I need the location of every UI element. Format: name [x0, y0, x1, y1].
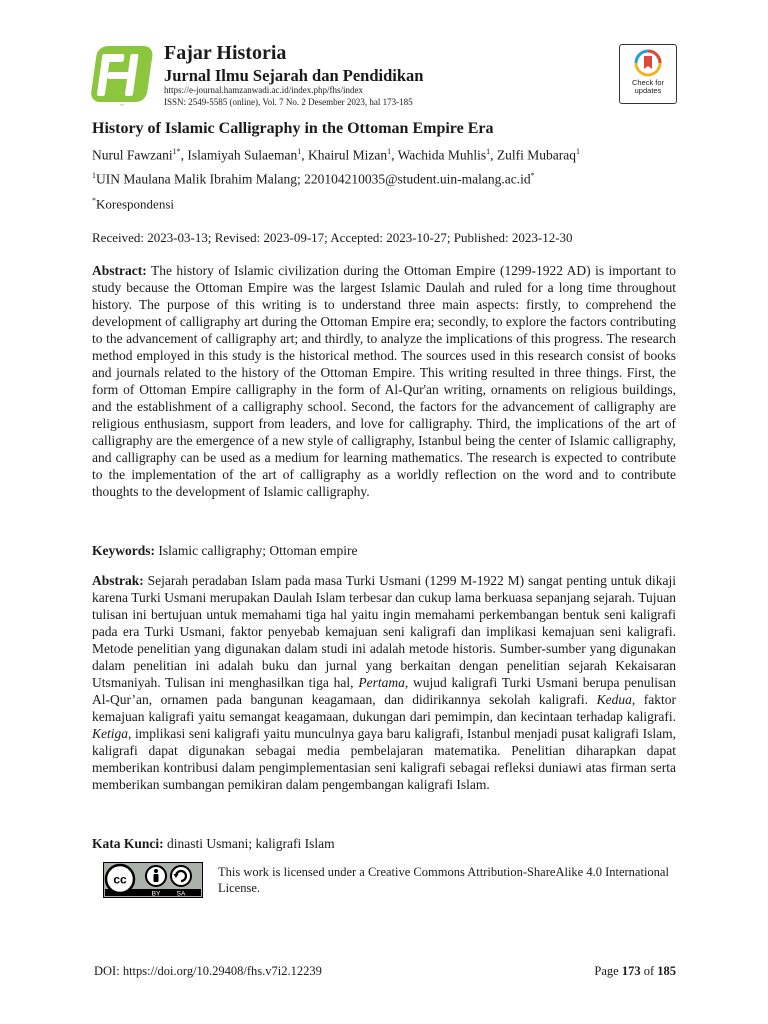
sa-label: SA [176, 890, 186, 898]
author-list: Nurul Fawzani$^{1*}$, Islamiyah Sulaeman$^1$, Khairul Mizan$^1$, Wachida Muhlis$^1$, Zulfi Mubaraq$^1$ [92, 147, 580, 163]
abstrak-emphasis-3: Ketiga [92, 726, 128, 741]
journal-name: Fajar Historia [164, 42, 287, 64]
keywords-text: Islamic calligraphy; Ottoman empire [158, 543, 358, 558]
abstrak-text-3: , faktor kemajuan kaligrafi yaitu semangat keagamaan, dukungan dari pemimpin, dan kecintaan terhadap kaligrafi. [92, 692, 677, 724]
cc-by-sa-badge[interactable] [103, 862, 203, 898]
author-sup: 1 [387, 147, 392, 156]
correspondence-text: Korespondensi [96, 196, 174, 212]
license-text: This work is licensed under a Creative Commons Attribution-ShareAlike 4.0 International License. [218, 865, 669, 895]
journal-url[interactable]: https://e-journal.hamzanwadi.ac.id/index.php/fhs/index [164, 85, 363, 95]
article-dates: Received: 2023-03-13; Revised: 2023-09-17; Accepted: 2023-10-27; Published: 2023-12-30 [92, 230, 573, 245]
page-current: 173 [621, 964, 641, 978]
kata-kunci-text: dinasti Usmani; kaligrafi Islam [167, 836, 335, 851]
abstrak-text-2: , wujud kaligrafi Turki Usmani berupa penulisan Al-Qur’an, ornamen pada bangunan keagamaan, dan didirikannya sekolah kaligrafi. [92, 675, 677, 707]
page-of: of [643, 964, 655, 978]
abstrak-emphasis-2: Kedua [596, 692, 632, 707]
abstrak-text-1: Sejarah peradaban Islam pada masa Turki Usmani (1299 M-1922 M) sangat penting untuk dikaji karena Turki Usmani merupakan Daulah Islam terbesar dan cukup lama berkuasa sepanjang sejarah. Tujuan tulisan ini bertujuan untuk memahami tiga hal yaitu ingin memahami perkembangan bentuk seni kaligrafi pada era Turki Usmani, faktor penyebab kemajuan seni kaligrafi dan implikasi kemajuan seni kaligrafi. Metode penelitian yang digunakan dalam studi ini adalah metode historis. Sumber-sumber yang digunakan dalam penelitian ini adalah buku dan jurnal yang berkaitan dengan penelitian sejarah Kekaisaran Utsmaniyah. Tulisan ini menghasilkan tiga hal, [92, 573, 677, 690]
abstract-indonesian [92, 572, 676, 793]
author-name: Nurul Fawzani [92, 147, 173, 163]
page-label: Page [594, 964, 619, 978]
author-sup: 1 [575, 147, 580, 156]
author-name: Wachida Muhlis [397, 147, 487, 163]
doi-link[interactable]: DOI: https://doi.org/10.29408/fhs.v7i2.12239 [94, 964, 322, 978]
affiliation-text: UIN Maulana Malik Ibrahim Malang; 220104210035@student.uin-malang.ac.id [96, 171, 531, 187]
page-number [594, 964, 676, 979]
article-title: History of Islamic Calligraphy in the Ottoman Empire Era [92, 120, 494, 137]
affiliation-end-sup: * [530, 171, 535, 180]
check-for-updates-badge[interactable] [619, 44, 677, 104]
share-alike-icon [171, 866, 191, 886]
author-name: Islamiyah Sulaeman [187, 147, 298, 163]
check-for-updates-label: Check for updates [631, 78, 665, 95]
abstract-text: The history of Islamic civilization during the Ottoman Empire (1299-1922 AD) is important to study because the Ottoman Empire was the largest Islamic Daulah and ruled for a long time throughout history. The purpose of this writing is to understand three main aspects: firstly, to comprehend the development of calligraphy art during the Ottoman Empire era; secondly, to explore the factors contributing to the advancement of calligraphy art; and thirdly, to analyze the implications of this progress. The research method employed in this study is the historical method. The sources used in this research consist of books and journals related to the history of the Ottoman Empire. This writing resulted in three things. First, the form of Ottoman Empire calligraphy in the form of Al-Qur'an writing, ornaments on religious buildings, and the establishment of a calligraphy school. Second, the factors for the advancement of calligraphy are religious enthusiasm, support from leaders, and love for calligraphy. Third, the implications of the art of calligraphy are the emergence of a new style of calligraphy, Istanbul being the center of Islamic calligraphy, and calligraphy can be used as a medium for learning mathematics. The research is expected to contribute to the implementation of the art of calligraphy as a worldly reflection on the word and to contribute thoughts to the development of Islamic calligraphy. [92, 263, 676, 499]
author-sup: 1 [297, 147, 302, 156]
author-name: Khairul Mizan [307, 147, 388, 163]
journal-logo-text: FH [120, 103, 124, 106]
author-sup: 1* [172, 147, 181, 156]
journal-subtitle: Jurnal Ilmu Sejarah dan Pendidikan [164, 66, 424, 85]
affiliation-sup: 1 [92, 171, 96, 180]
abstract-label: Abstract: [92, 263, 147, 278]
bookmark-icon [620, 45, 676, 79]
author-sup: 1 [486, 147, 491, 156]
affiliation [92, 171, 535, 188]
abstrak-text-4: , implikasi seni kaligrafi yaitu munculnya gaya baru kaligrafi, Istanbul menjadi pusat kaligrafi Islam, kaligrafi dapat digunakan sebagai media pembelajaran matematika. Penelitian diharapkan dapat memberikan kontribusi dalam pengimplementasian seni kaligrafi sebagai refleksi duniawi atas firman serta memberikan sumbangan pemikiran dalam pengembangan kaligrafi Islam. [92, 726, 676, 792]
keywords-label: Keywords: [92, 543, 155, 558]
correspondence-sup: * [92, 196, 96, 205]
journal-logo [90, 44, 158, 106]
author-name: Zulfi Mubaraq [496, 147, 576, 163]
kata-kunci-label: Kata Kunci: [92, 836, 164, 851]
cc-icon-text: cc [113, 872, 127, 887]
abstract-english [92, 262, 676, 500]
keywords-english [92, 543, 357, 559]
correspondence [92, 196, 174, 212]
journal-issn: ISSN: 2549-5585 (online), Vol. 7 No. 2 Desember 2023, hal 173-185 [164, 97, 413, 107]
by-label: BY [151, 890, 161, 898]
abstrak-emphasis-1: Pertama [358, 675, 405, 690]
page-total: 185 [657, 964, 676, 978]
keywords-indonesian [92, 836, 335, 852]
abstrak-label: Abstrak: [92, 573, 144, 588]
